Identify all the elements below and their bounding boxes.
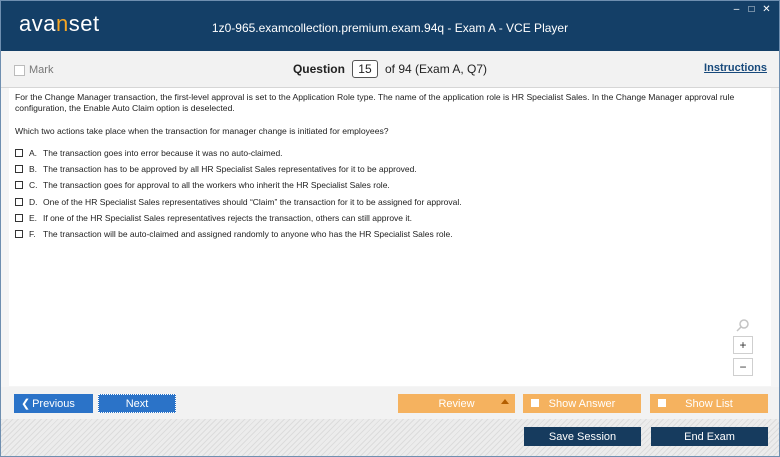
- option-letter: C.: [29, 180, 38, 191]
- title-bar: [1, 1, 779, 51]
- option-letter: E.: [29, 212, 38, 223]
- save-session-button[interactable]: Save Session: [524, 427, 641, 446]
- avanset-logo: avanset: [19, 11, 100, 36]
- option-letter: D.: [29, 196, 38, 207]
- option-text: The transaction will be auto-claimed and assigned randomly to anyone who has the HR Specialist Sales role.: [43, 229, 453, 240]
- chevron-left-icon: ❮: [21, 398, 31, 410]
- show-answer-checkbox[interactable]: [531, 399, 539, 407]
- option-letter: A.: [29, 148, 38, 159]
- answer-option-c[interactable]: [15, 177, 462, 193]
- instructions-link[interactable]: Instructions: [704, 62, 767, 74]
- review-button[interactable]: [398, 394, 515, 413]
- option-letter: B.: [29, 164, 38, 175]
- zoom-controls: [733, 318, 753, 376]
- navigation-bar: [1, 387, 779, 419]
- end-exam-button[interactable]: End Exam: [651, 427, 768, 446]
- bottom-bar: [1, 419, 779, 456]
- question-number-input[interactable]: 15: [352, 60, 377, 78]
- question-header: [1, 51, 779, 88]
- next-button[interactable]: Next: [98, 394, 176, 413]
- question-stem: For the Change Manager transaction, the first-level approval is set to the Application Role type. The name of the application role is HR Specialist Sales. In the Change Manager approval rule configuration, the Enable Auto Claim option is deselected.: [15, 92, 735, 113]
- show-answer-button[interactable]: [523, 394, 641, 413]
- option-checkbox[interactable]: [15, 214, 23, 222]
- close-icon[interactable]: ✕: [762, 4, 771, 15]
- option-checkbox[interactable]: [15, 230, 23, 238]
- show-list-checkbox[interactable]: [658, 399, 666, 407]
- show-list-label: Show List: [685, 397, 733, 410]
- option-text: The transaction has to be approved by all HR Specialist Sales representatives for it to be approved.: [43, 164, 417, 175]
- question-indicator: [1, 60, 779, 78]
- zoom-out-button[interactable]: −: [733, 358, 753, 376]
- option-text: The transaction goes into error because it was no auto-claimed.: [43, 148, 283, 159]
- question-label: Question: [292, 62, 345, 76]
- mark-label: Mark: [29, 64, 54, 76]
- option-text: The transaction goes for approval to all the workers who inherit the HR Specialist Sales role.: [43, 180, 390, 191]
- magnifier-icon[interactable]: [736, 318, 750, 332]
- zoom-in-button[interactable]: +: [733, 336, 753, 354]
- previous-label: Previous: [32, 397, 75, 410]
- question-total: of 94 (Exam A, Q7): [385, 62, 488, 76]
- answer-option-d[interactable]: [15, 194, 462, 210]
- option-text: One of the HR Specialist Sales representatives should “Claim” the transaction for it to be assigned for approval.: [43, 196, 462, 207]
- option-checkbox[interactable]: [15, 165, 23, 173]
- previous-button[interactable]: [14, 394, 93, 413]
- option-checkbox[interactable]: [15, 149, 23, 157]
- show-answer-label: Show Answer: [548, 397, 616, 410]
- answer-option-a[interactable]: [15, 145, 462, 161]
- minimize-icon[interactable]: –: [733, 4, 740, 15]
- window-controls: [732, 4, 771, 15]
- answer-option-e[interactable]: [15, 210, 462, 226]
- option-text: If one of the HR Specialist Sales representatives rejects the transaction, others can still approve it.: [43, 212, 412, 223]
- answer-options: [15, 145, 462, 242]
- maximize-icon[interactable]: □: [748, 4, 755, 15]
- question-content: [9, 88, 771, 386]
- option-checkbox[interactable]: [15, 198, 23, 206]
- window-title: 1z0-965.examcollection.premium.exam.94q - Exam A - VCE Player: [211, 21, 569, 35]
- show-list-button[interactable]: [650, 394, 768, 413]
- question-prompt: Which two actions take place when the transaction for manager change is initiated for employees?: [15, 126, 389, 136]
- answer-option-f[interactable]: [15, 226, 462, 242]
- review-label: Review: [438, 397, 475, 410]
- answer-option-b[interactable]: [15, 161, 462, 177]
- option-checkbox[interactable]: [15, 181, 23, 189]
- triangle-up-icon: [501, 399, 509, 404]
- option-letter: F.: [29, 229, 36, 240]
